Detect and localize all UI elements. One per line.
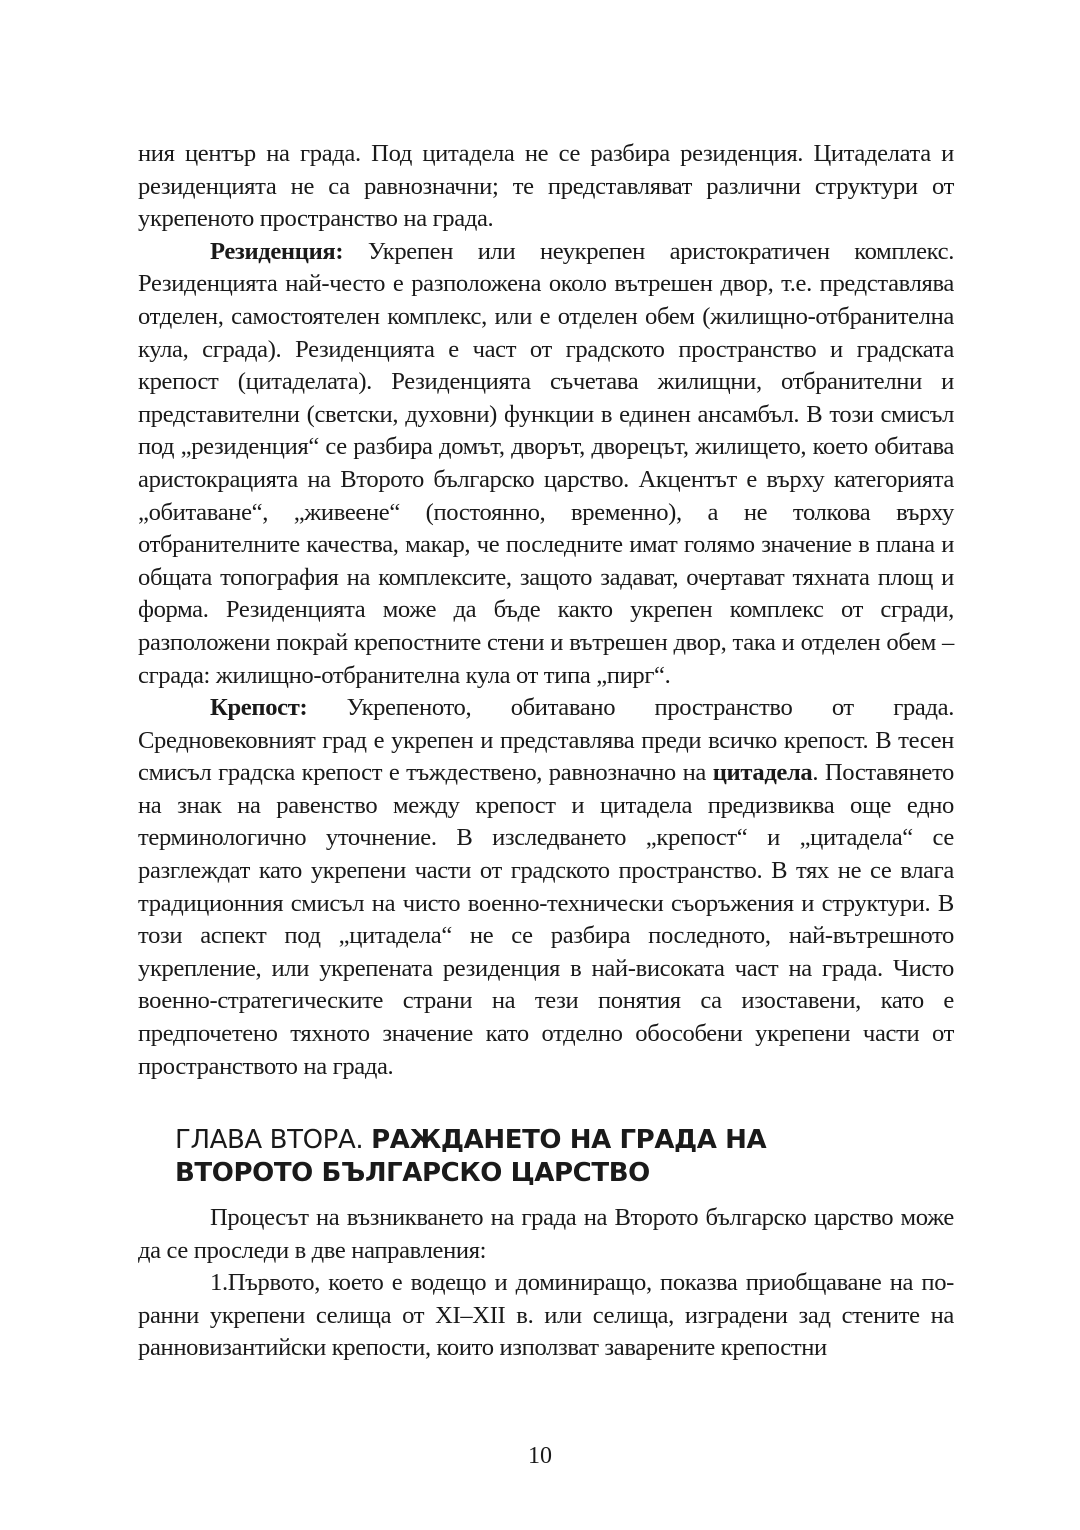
fortress-definition-a: Укрепеното, обитавано пространство от града. Средновековният град е укрепен и представлява преди всичко крепост. В тесен смисъл градска крепост е тъждествено, равнозначно на <box>138 694 954 787</box>
process-paragraph: Процесът на възникването на града на Второто българско царство може да се проследи в две направления: <box>138 1204 954 1264</box>
first-direction-paragraph: 1.Първото, което е водещо и доминиращо, показва приобщаване на по-ранни укрепени селища от XI–XII в. или селища, изградени зад стените на ранновизантийски крепости, които използват заварените крепостни <box>138 1269 954 1362</box>
body-text <box>138 138 954 1083</box>
fortress-term: Крепост: <box>210 694 308 722</box>
chapter-title-line2: ВТОРОТО БЪЛГАРСКО ЦАРСТВО <box>175 1158 650 1188</box>
intro-paragraph: ния център на града. Под цитадела не се разбира резиденция. Цитаделата и резиденцията не са равнозначни; те представляват различни структури от укрепеното пространство на града. <box>138 140 954 233</box>
chapter-heading <box>175 1124 935 1190</box>
citadel-emphasis: цитадела <box>712 759 813 787</box>
residence-paragraph <box>138 236 954 692</box>
fortress-definition-b: . Поставянето на знак на равенство между крепост и цитадела предизвиква още едно терминологично уточнение. В изследването „крепост“ и „цитадела“ се разглеждат като укрепени части от градското пространство. В тях не се влага традиционния смисъл на чисто военно-технически съоръжения и структури. В този аспект под „цитадела“ не се разбира последното, най-вътрешното укрепление, или укрепената резиденция в най-високата част на града. Чисто военно-стратегическите страни на тези понятия са изоставени, като е предпочетено тяхното значение като отделно обособени укрепени части от пространството на града. <box>138 759 954 1080</box>
residence-definition: Укрепен или неукрепен аристократичен комплекс. Резиденцията най-често е разположена около вътрешен двор, т.е. представлява отделен, самостоятелен комплекс, или е отделен обем (жилищно-отбранителна кула, сграда). Резиденцията е част от градското пространство и градската крепост (цитаделата). Резиденцията съчетава жилищни, отбранителни и представителни (светски, духовни) функции в единен ансамбъл. В този смисъл под „резиденция“ се разбира домът, дворът, дворецът, жилището, което обитава аристокрацията на Второто българско царство. Акцентът е върху категорията „обитаване“, „живеене“ (постоянно, временно), а не толкова върху отбранителните качества, макар, че последните имат голямо значение в плана и общата топография на комплексите, защото задават, очертават тяхната площ и форма. Резиденцията може да бъде както укрепен комплекс от сгради, разположени покрай крепостните стени и вътрешен двор, така и отделен обем – сграда: жилищно-отбранителна кула от типа „пирг“. <box>138 237 954 689</box>
fortress-paragraph <box>138 692 954 1083</box>
page-number: 10 <box>528 1443 552 1469</box>
chapter-title-line1: РАЖДАНЕТО НА ГРАДА НА <box>371 1125 767 1155</box>
chapter-body-text <box>138 1202 954 1365</box>
chapter-number: ГЛАВА ВТОРА. <box>175 1125 372 1155</box>
residence-term: Резиденция: <box>210 237 344 265</box>
